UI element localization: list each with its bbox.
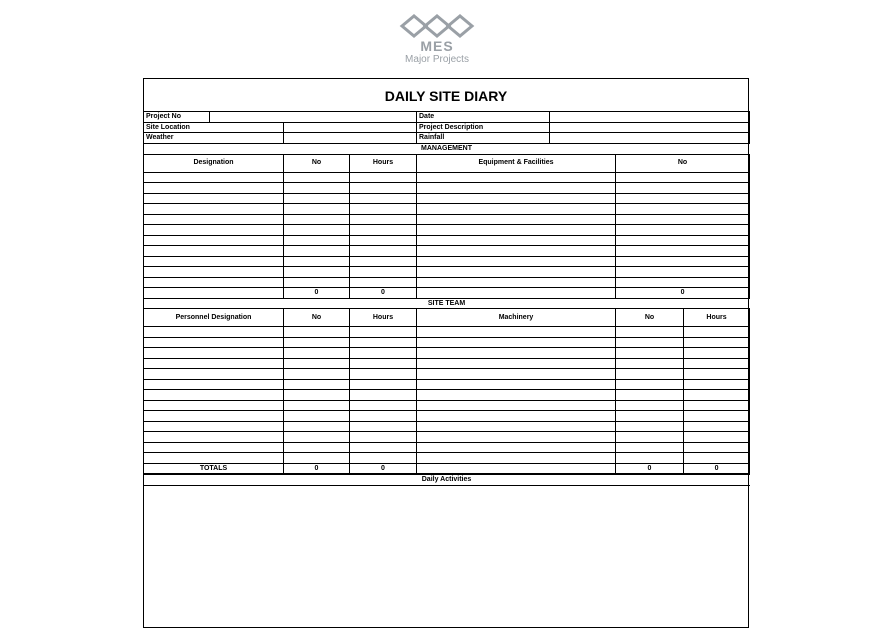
table-cell[interactable]	[684, 421, 750, 432]
personnel-header: Personnel Designation	[144, 309, 284, 327]
table-cell[interactable]	[144, 225, 284, 236]
table-cell[interactable]	[350, 337, 417, 348]
table-cell[interactable]	[417, 369, 616, 380]
table-cell[interactable]	[417, 235, 616, 246]
table-cell[interactable]	[417, 256, 616, 267]
table-cell[interactable]	[417, 246, 616, 257]
table-cell[interactable]	[417, 267, 616, 278]
project-description-field[interactable]	[550, 122, 750, 133]
table-cell[interactable]	[616, 358, 684, 369]
machinery-header: Machinery	[417, 309, 616, 327]
table-cell[interactable]	[144, 204, 284, 215]
table-cell[interactable]	[616, 453, 684, 464]
table-cell[interactable]	[284, 277, 350, 288]
table-cell[interactable]	[417, 214, 616, 225]
table-cell[interactable]	[616, 411, 684, 422]
table-cell[interactable]	[350, 369, 417, 380]
table-cell[interactable]	[616, 235, 750, 246]
table-cell[interactable]	[616, 193, 750, 204]
spacer	[144, 288, 750, 299]
date-field[interactable]	[550, 112, 750, 123]
table-cell[interactable]	[144, 337, 284, 348]
table-row	[144, 348, 750, 359]
table-cell[interactable]	[684, 337, 750, 348]
site-team-section-row	[144, 298, 750, 309]
activities-header-row	[144, 474, 750, 485]
table-cell[interactable]	[684, 369, 750, 380]
table-cell[interactable]	[350, 390, 417, 401]
table-cell[interactable]	[144, 235, 284, 246]
table-cell[interactable]	[684, 379, 750, 390]
no-header: No	[284, 309, 350, 327]
equipment-no-header: No	[616, 154, 750, 172]
table-cell[interactable]	[616, 369, 684, 380]
table-cell[interactable]	[144, 172, 284, 183]
table-cell[interactable]	[284, 172, 350, 183]
site-team-spacer-row	[144, 288, 750, 299]
table-cell[interactable]	[417, 225, 616, 236]
machinery-hours-header: Hours	[684, 309, 750, 327]
table-cell[interactable]	[616, 172, 750, 183]
table-cell[interactable]	[616, 348, 684, 359]
table-cell[interactable]	[616, 267, 750, 278]
table-row	[144, 442, 750, 453]
table-cell[interactable]	[417, 400, 616, 411]
table-cell[interactable]	[616, 246, 750, 257]
table-cell[interactable]	[144, 432, 284, 443]
page-title: DAILY SITE DIARY	[144, 79, 748, 112]
management-section-row	[144, 144, 750, 155]
table-row	[144, 183, 750, 194]
table-row	[144, 337, 750, 348]
table-cell[interactable]	[284, 193, 350, 204]
table-cell[interactable]	[144, 277, 284, 288]
table-cell[interactable]	[616, 256, 750, 267]
table-cell[interactable]	[284, 327, 350, 338]
table-cell[interactable]	[350, 442, 417, 453]
total-no: 0	[284, 463, 350, 474]
site-team-section-title: SITE TEAM	[144, 298, 750, 309]
table-cell[interactable]	[144, 348, 284, 359]
table-cell[interactable]	[350, 411, 417, 422]
table-cell[interactable]	[144, 193, 284, 204]
total-hours: 0	[350, 288, 417, 299]
management-header-row	[144, 154, 750, 172]
table-cell[interactable]	[284, 225, 350, 236]
table-cell[interactable]	[350, 277, 417, 288]
table-cell[interactable]	[417, 348, 616, 359]
hours-header: Hours	[350, 154, 417, 172]
table-cell[interactable]	[417, 172, 616, 183]
table-cell[interactable]	[144, 256, 284, 267]
designation-header: Designation	[144, 154, 284, 172]
total-machinery-hours: 0	[684, 463, 750, 474]
table-cell[interactable]	[284, 411, 350, 422]
table-cell[interactable]	[350, 235, 417, 246]
table-cell[interactable]	[350, 453, 417, 464]
total-no: 0	[284, 288, 350, 299]
table-cell[interactable]	[417, 411, 616, 422]
table-cell[interactable]	[350, 193, 417, 204]
table-row	[144, 277, 750, 288]
table-cell[interactable]	[616, 277, 750, 288]
table-row	[144, 379, 750, 390]
table-cell[interactable]	[417, 432, 616, 443]
table-cell[interactable]	[350, 358, 417, 369]
totals-label: TOTALS	[144, 463, 284, 474]
table-cell[interactable]	[284, 400, 350, 411]
table-cell[interactable]	[417, 358, 616, 369]
management-table	[143, 143, 750, 299]
weather-field[interactable]	[284, 133, 417, 144]
equipment-header: Equipment & Facilities	[417, 154, 616, 172]
site-team-totals-row	[144, 463, 750, 474]
table-cell[interactable]	[284, 442, 350, 453]
table-cell[interactable]	[616, 379, 684, 390]
table-cell[interactable]	[350, 246, 417, 257]
info-row	[144, 133, 750, 144]
table-cell[interactable]	[616, 421, 684, 432]
table-cell[interactable]	[350, 225, 417, 236]
table-cell[interactable]	[417, 193, 616, 204]
table-cell[interactable]	[616, 432, 684, 443]
project-no-field[interactable]	[210, 112, 417, 123]
table-row	[144, 193, 750, 204]
table-cell[interactable]	[144, 421, 284, 432]
table-cell[interactable]	[350, 214, 417, 225]
site-team-header-row	[144, 309, 750, 327]
table-cell[interactable]	[417, 421, 616, 432]
table-cell[interactable]	[144, 390, 284, 401]
table-cell[interactable]	[144, 267, 284, 278]
table-cell[interactable]	[616, 390, 684, 401]
site-team-table	[143, 287, 750, 486]
no-header: No	[284, 154, 350, 172]
table-cell[interactable]	[144, 327, 284, 338]
table-cell[interactable]	[417, 379, 616, 390]
table-cell[interactable]	[144, 411, 284, 422]
table-cell[interactable]	[284, 267, 350, 278]
table-cell[interactable]	[417, 327, 616, 338]
table-cell[interactable]	[350, 267, 417, 278]
table-row	[144, 453, 750, 464]
daily-activities-area[interactable]	[144, 488, 748, 628]
table-cell[interactable]	[284, 183, 350, 194]
table-cell[interactable]	[684, 390, 750, 401]
table-cell[interactable]	[616, 337, 684, 348]
table-cell[interactable]	[144, 246, 284, 257]
table-row	[144, 400, 750, 411]
weather-label: Weather	[144, 133, 284, 144]
table-row	[144, 411, 750, 422]
table-cell[interactable]	[616, 225, 750, 236]
logo-name: MES	[420, 38, 454, 54]
info-row	[144, 112, 750, 123]
rainfall-label: Rainfall	[417, 133, 550, 144]
table-cell[interactable]	[144, 214, 284, 225]
table-row	[144, 246, 750, 257]
table-row	[144, 256, 750, 267]
table-cell[interactable]	[350, 327, 417, 338]
table-cell[interactable]	[684, 442, 750, 453]
table-row	[144, 421, 750, 432]
total-blank	[417, 463, 616, 474]
table-row	[144, 225, 750, 236]
info-table	[143, 111, 750, 144]
table-row	[144, 369, 750, 380]
company-logo	[372, 12, 502, 68]
table-cell[interactable]	[284, 358, 350, 369]
table-row	[144, 214, 750, 225]
table-cell[interactable]	[684, 327, 750, 338]
table-row	[144, 267, 750, 278]
table-cell[interactable]	[284, 235, 350, 246]
table-cell[interactable]	[284, 379, 350, 390]
table-cell[interactable]	[350, 421, 417, 432]
table-cell[interactable]	[284, 421, 350, 432]
hours-header: Hours	[350, 309, 417, 327]
site-location-label: Site Location	[144, 122, 284, 133]
table-cell[interactable]	[616, 214, 750, 225]
table-row	[144, 358, 750, 369]
table-cell[interactable]	[417, 277, 616, 288]
table-cell[interactable]	[417, 390, 616, 401]
table-cell[interactable]	[616, 442, 684, 453]
table-cell[interactable]	[684, 348, 750, 359]
table-cell[interactable]	[684, 358, 750, 369]
table-row	[144, 432, 750, 443]
table-row	[144, 327, 750, 338]
total-equipment-no: 0	[616, 288, 750, 299]
table-cell[interactable]	[350, 204, 417, 215]
table-cell[interactable]	[350, 432, 417, 443]
table-cell[interactable]	[284, 453, 350, 464]
table-cell[interactable]	[616, 400, 684, 411]
table-cell[interactable]	[284, 337, 350, 348]
table-cell[interactable]	[684, 400, 750, 411]
table-cell[interactable]	[684, 453, 750, 464]
site-location-field[interactable]	[284, 122, 417, 133]
project-no-label: Project No	[144, 112, 210, 123]
table-cell[interactable]	[144, 379, 284, 390]
table-cell[interactable]	[417, 442, 616, 453]
table-cell[interactable]	[144, 358, 284, 369]
table-cell[interactable]	[616, 183, 750, 194]
table-cell[interactable]	[417, 183, 616, 194]
table-cell[interactable]	[144, 369, 284, 380]
table-cell[interactable]	[417, 337, 616, 348]
table-cell[interactable]	[144, 442, 284, 453]
table-cell[interactable]	[417, 204, 616, 215]
machinery-no-header: No	[616, 309, 684, 327]
table-cell[interactable]	[350, 256, 417, 267]
table-cell[interactable]	[417, 453, 616, 464]
table-cell[interactable]	[284, 348, 350, 359]
date-label: Date	[417, 112, 550, 123]
table-cell[interactable]	[284, 432, 350, 443]
daily-activities-title: Daily Activities	[144, 474, 750, 485]
table-cell[interactable]	[144, 453, 284, 464]
table-cell[interactable]	[284, 204, 350, 215]
table-cell[interactable]	[284, 369, 350, 380]
project-description-label: Project Description	[417, 122, 550, 133]
table-cell[interactable]	[284, 214, 350, 225]
management-section-title: MANAGEMENT	[144, 144, 750, 155]
table-cell[interactable]	[284, 256, 350, 267]
logo-subtitle: Major Projects	[405, 54, 469, 65]
table-cell[interactable]	[350, 172, 417, 183]
table-cell[interactable]	[284, 390, 350, 401]
table-cell[interactable]	[684, 411, 750, 422]
table-cell[interactable]	[684, 432, 750, 443]
table-cell[interactable]	[616, 327, 684, 338]
table-cell[interactable]	[144, 183, 284, 194]
table-cell[interactable]	[350, 348, 417, 359]
table-cell[interactable]	[350, 379, 417, 390]
table-row	[144, 204, 750, 215]
rainfall-field[interactable]	[550, 133, 750, 144]
table-row	[144, 390, 750, 401]
table-cell[interactable]	[350, 183, 417, 194]
total-machinery-no: 0	[616, 463, 684, 474]
table-cell[interactable]	[616, 204, 750, 215]
table-row	[144, 172, 750, 183]
info-row	[144, 122, 750, 133]
diary-sheet	[143, 78, 749, 628]
total-hours: 0	[350, 463, 417, 474]
table-cell[interactable]	[350, 400, 417, 411]
table-cell[interactable]	[284, 246, 350, 257]
table-row	[144, 235, 750, 246]
table-cell[interactable]	[144, 400, 284, 411]
